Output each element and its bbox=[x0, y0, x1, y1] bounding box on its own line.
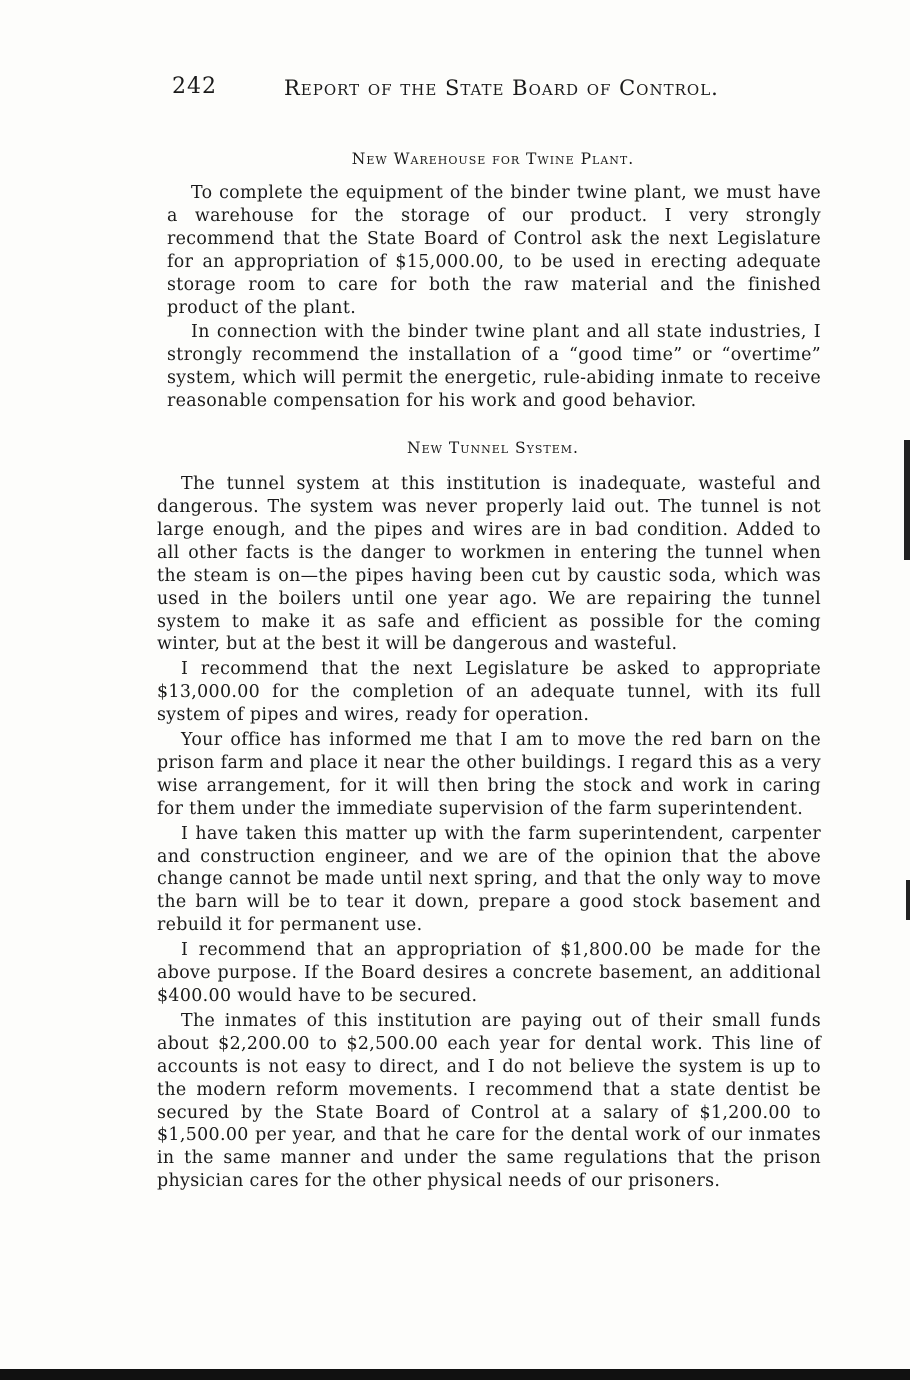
scan-bottom-border bbox=[0, 1369, 910, 1380]
section-heading: New Tunnel System. bbox=[407, 439, 579, 458]
section-warehouse bbox=[153, 150, 821, 413]
section-heading: New Warehouse for Twine Plant. bbox=[351, 150, 635, 168]
running-header bbox=[172, 74, 732, 114]
running-title: Report of the State Board of Control. bbox=[284, 76, 719, 100]
paragraph: The inmates of this institution are paying out of their small funds about $2,200.00 to $2,500.00 each year for dental work. This line of accounts is not easy to direct, and I do not believe the system is up to the modern reform movements. I recommend that a state dentist be secured by the State Board of Control at a salary of $1,200.00 to $1,500.00 per year, and that he care for the dental work of our inmates in the same manner and under the same regulations that the prison physician cares for the other physical needs of our prisoners. bbox=[157, 1010, 821, 1192]
paragraph: To complete the equipment of the binder twine plant, we must have a warehouse for the storage of our product. I very strongly recommend that the State Board of Control ask the next Legislature for an appropriation of $15,000.00, to be used in erecting adequate storage room to care for both the raw material and the finished product of the plant. bbox=[167, 183, 821, 318]
paragraph: Your office has informed me that I am to move the red barn on the prison farm and place it near the other buildings. I regard this as a very wise arrangement, for it will then bring the stock and work in caring for them under the immediate supervision of the farm superintendent. bbox=[157, 730, 821, 819]
paragraph: I recommend that an appropriation of $1,800.00 be made for the above purpose. If the Board desires a concrete basement, an additional $400.00 would have to be secured. bbox=[157, 940, 821, 1006]
page-number: 242 bbox=[172, 74, 217, 99]
section-tunnel bbox=[153, 439, 821, 1193]
scan-edge-shadow bbox=[906, 880, 910, 920]
paragraph: I have taken this matter up with the farm superintendent, carpenter and construction engineer, and we are of the opinion that the above change cannot be made until next spring, and that the only way to move the barn will be to tear it down, prepare a good stock basement and rebuild it for permanent use. bbox=[157, 823, 821, 936]
scan-edge-shadow bbox=[904, 440, 910, 560]
paragraph: The tunnel system at this institution is inadequate, wasteful and dangerous. The system was never properly laid out. The tunnel is not large enough, and the pipes and wires are in bad condition. Added to all other facts is the danger to workmen in entering the tunnel when the steam is on—the pipes having been cut by caustic soda, which was used in the boilers until one year ago. We are repairing the tunnel system to make it as safe and efficient as possible for the coming winter, but at the best it will be dangerous and wasteful. bbox=[157, 474, 821, 655]
paragraph: I recommend that the next Legislature be asked to appropriate $13,000.00 for the completion of an adequate tunnel, with its full system of pipes and wires, ready for operation. bbox=[157, 659, 821, 726]
paragraph: In connection with the binder twine plant and all state industries, I strongly recommend the installation of a “good time” or “overtime” system, which will permit the energetic, rule-abiding inmate to receive reasonable compensation for his work and good behavior. bbox=[167, 322, 821, 412]
page-body bbox=[153, 140, 821, 1195]
